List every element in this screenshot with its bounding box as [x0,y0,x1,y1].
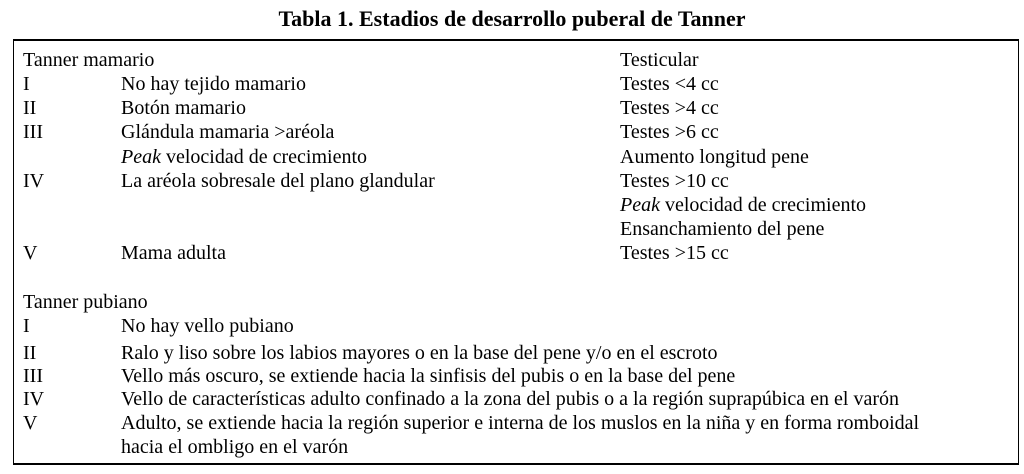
pubiano-stage-v: V [23,412,38,434]
testicular-desc-ii: Testes >4 cc [620,97,719,119]
pubiano-stage-iv: IV [23,388,45,410]
pubiano-desc-iii: Vello más oscuro, se extiende hacia la sinfisis del pubis o en la base del pene [121,365,736,387]
mamario-stage-i: I [23,73,30,95]
testicular-peak-rest: velocidad de crecimiento [659,194,866,216]
pubiano-stage-ii: II [23,342,37,364]
testicular-desc-iv: Testes >10 cc [620,170,729,192]
pubiano-desc-v-cont: hacia el ombligo en el varón [121,436,349,458]
mamario-heading: Tanner mamario [23,49,155,71]
mamario-peak-italic: Peak [121,146,161,168]
mamario-peak-line [121,145,367,169]
mamario-desc-iii: Glándula mamaria >aréola [121,121,335,143]
pubiano-desc-v: Adulto, se extiende hacia la región superior e interna de los muslos en la niña y en forma romboidal [121,412,920,434]
mamario-desc-i: No hay tejido mamario [121,73,306,95]
pubiano-stage-i: I [23,315,30,337]
mamario-desc-iv: La aréola sobresale del plano glandular [121,170,435,192]
pubiano-stage-iii: III [23,365,43,387]
testicular-ensanchamiento: Ensanchamiento del pene [620,218,825,240]
mamario-peak-rest: velocidad de crecimiento [160,146,367,168]
testicular-peak-line [620,193,866,217]
testicular-heading: Testicular [620,49,699,71]
pubiano-heading: Tanner pubiano [23,291,148,313]
pubiano-desc-iv: Vello de características adulto confinado a la zona del pubis o a la región suprapúbica en el varón [121,388,900,410]
pubiano-desc-ii: Ralo y liso sobre los labios mayores o en la base del pene y/o en el escroto [121,342,718,364]
testicular-peak-italic: Peak [620,194,660,216]
testicular-aumento: Aumento longitud pene [620,146,809,168]
mamario-desc-v: Mama adulta [121,242,226,264]
mamario-stage-iv: IV [23,170,45,192]
mamario-stage-v: V [23,242,38,264]
testicular-desc-iii: Testes >6 cc [620,121,719,143]
pubiano-desc-i: No hay vello pubiano [121,315,294,337]
mamario-desc-ii: Botón mamario [121,97,246,119]
testicular-desc-i: Testes <4 cc [620,73,719,95]
mamario-stage-iii: III [23,121,43,143]
mamario-stage-ii: II [23,97,37,119]
table-title: Tabla 1. Estadios de desarrollo puberal de Tanner [278,6,746,31]
testicular-desc-v: Testes >15 cc [620,242,729,264]
